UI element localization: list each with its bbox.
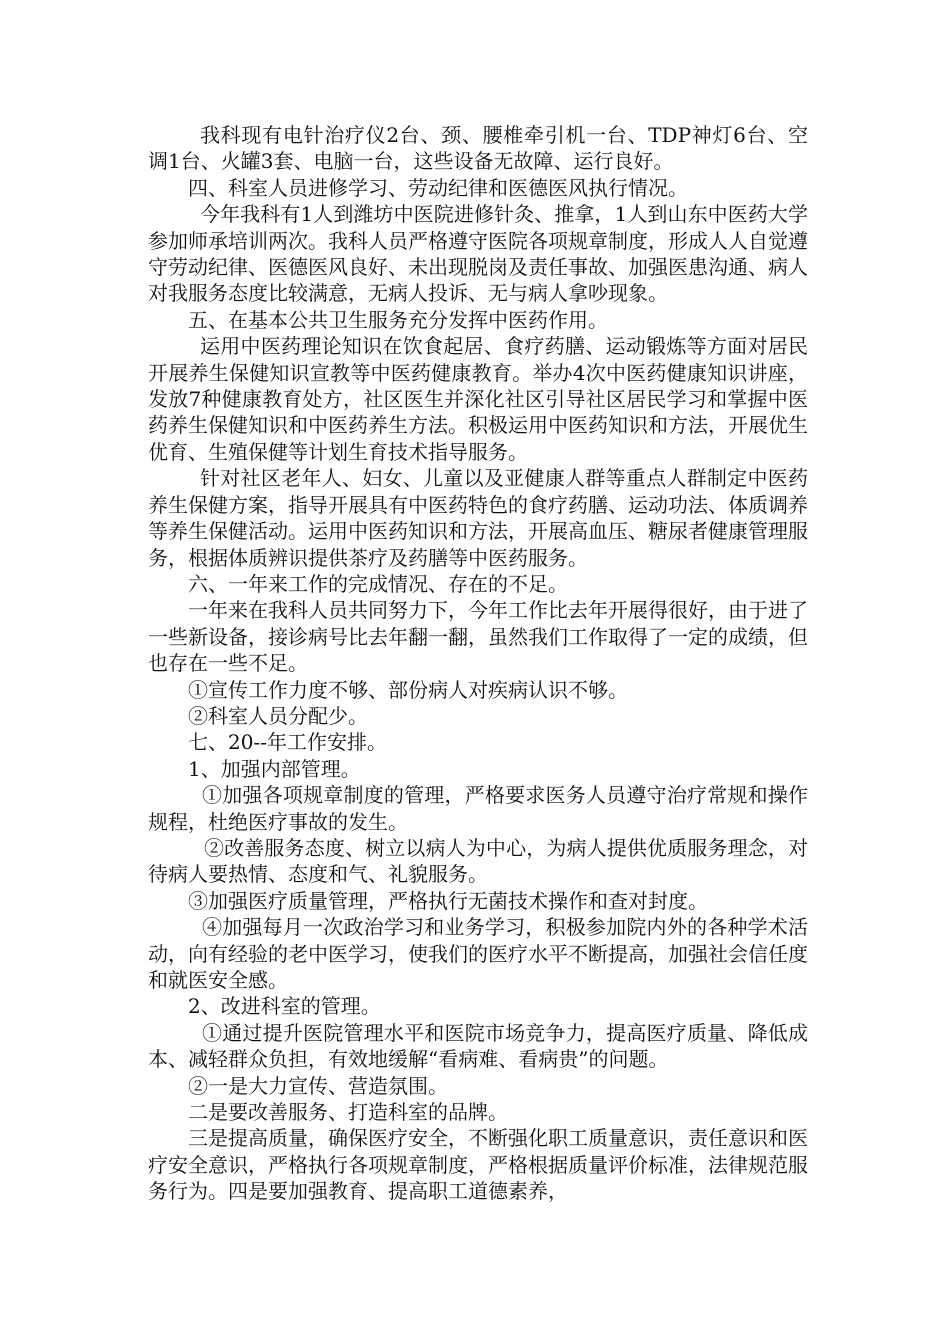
heading-section-5: 五、在基本公共卫生服务充分发挥中医药作用。 — [188, 307, 608, 332]
heading-section-6: 六、一年来工作的完成情况、存在的不足。 — [188, 571, 568, 596]
subheading-department-management: 2、改进科室的管理。 — [188, 994, 381, 1019]
list-item-shortcoming-1: ①宣传工作力度不够、部份病人对疾病认识不够。 — [188, 677, 628, 702]
paragraph-key-groups: 针对社区老年人、妇女、儿童以及亚健康人群等重点人群制定中医药养生保健方案，指导开展具有中医药特色的食疗药膳、运动功法、体质调养等养生保健活动。运用中医药知识和方法，开展高血压、糖尿者健康管理服务，根据体质辨识提供茶疗及药膳等中医药服务。 — [148, 466, 808, 570]
subheading-internal-management: 1、加强内部管理。 — [188, 756, 361, 781]
document-body — [148, 122, 808, 1205]
list-item-department-1: ①通过提升医院管理水平和医院市场竞争力，提高医疗质量、降低成本、减轻群众负担，有效地缓解“看病难、看病贵”的问题。 — [148, 1020, 808, 1072]
list-item-shortcoming-2: ②科室人员分配少。 — [188, 703, 368, 728]
paragraph-tcm-education: 运用中医药理论知识在饮食起居、食疗药膳、运动锻炼等方面对居民开展养生保健知识宣教等中医药健康教育。举办4次中医药健康知识讲座，发放7种健康教育处方，社区医生并深化社区引导社区居民学习和掌握中医药养生保健知识和中医药养生方法。积极运用中医药知识和方法，开展优生优育、生殖保健等计划生育技术指导服务。 — [148, 334, 808, 464]
paragraph-quality-safety: 三是提高质量，确保医疗安全，不断强化职工质量意识，责任意识和医疗安全意识，严格执行各项规章制度，严格根据质量评价标准，法律规范服务行为。四是要加强教育、提高职工道德素养， — [148, 1126, 808, 1204]
paragraph-equipment: 我科现有电针治疗仪2台、颈、腰椎牵引机一台、TDP神灯6台、空调1台、火罐3套、电脑一台，这些设备无故障、运行良好。 — [148, 123, 808, 174]
list-item-management-4: ④加强每月一次政治学习和业务学习，积极参加院内外的各种学术活动，向有经验的老中医学习，使我们的医疗水平不断提高，加强社会信任度和就医安全感。 — [148, 915, 808, 992]
list-item-management-2: ②改善服务态度、树立以病人为中心，为病人提供优质服务理念，对待病人要热情、态度和气、礼貌服务。 — [148, 835, 808, 887]
list-item-department-2: ②一是大力宣传、营造氛围。 — [188, 1073, 448, 1098]
list-item-management-3: ③加强医疗质量管理，严格执行无菌技术操作和查对封度。 — [188, 888, 708, 913]
list-item-management-1: ①加强各项规章制度的管理，严格要求医务人员遵守治疗常规和操作规程，杜绝医疗事故的发生。 — [148, 783, 808, 834]
paragraph-year-summary: 一年来在我科人员共同努力下，今年工作比去年开展得很好，由于进了一些新设备，接诊病号比去年翻一翻，虽然我们工作取得了一定的成绩，但也存在一些不足。 — [148, 598, 808, 676]
heading-section-4: 四、科室人员进修学习、劳动纪律和医德医风执行情况。 — [188, 175, 688, 200]
heading-section-7: 七、20--年工作安排。 — [188, 730, 387, 755]
paragraph-service-brand: 二是要改善服务、打造科室的品牌。 — [188, 1100, 508, 1125]
paragraph-training: 今年我科有1人到潍坊中医院进修针灸、推拿，1人到山东中医药大学参加师承培训两次。我科人员严格遵守医院各项规章制度，形成人人自觉遵守劳动纪律、医德医风良好、未出现脱岗及责任事故、加强医患沟通、病人对我服务态度比较满意，无病人投诉、无与病人拿吵现象。 — [148, 202, 808, 306]
